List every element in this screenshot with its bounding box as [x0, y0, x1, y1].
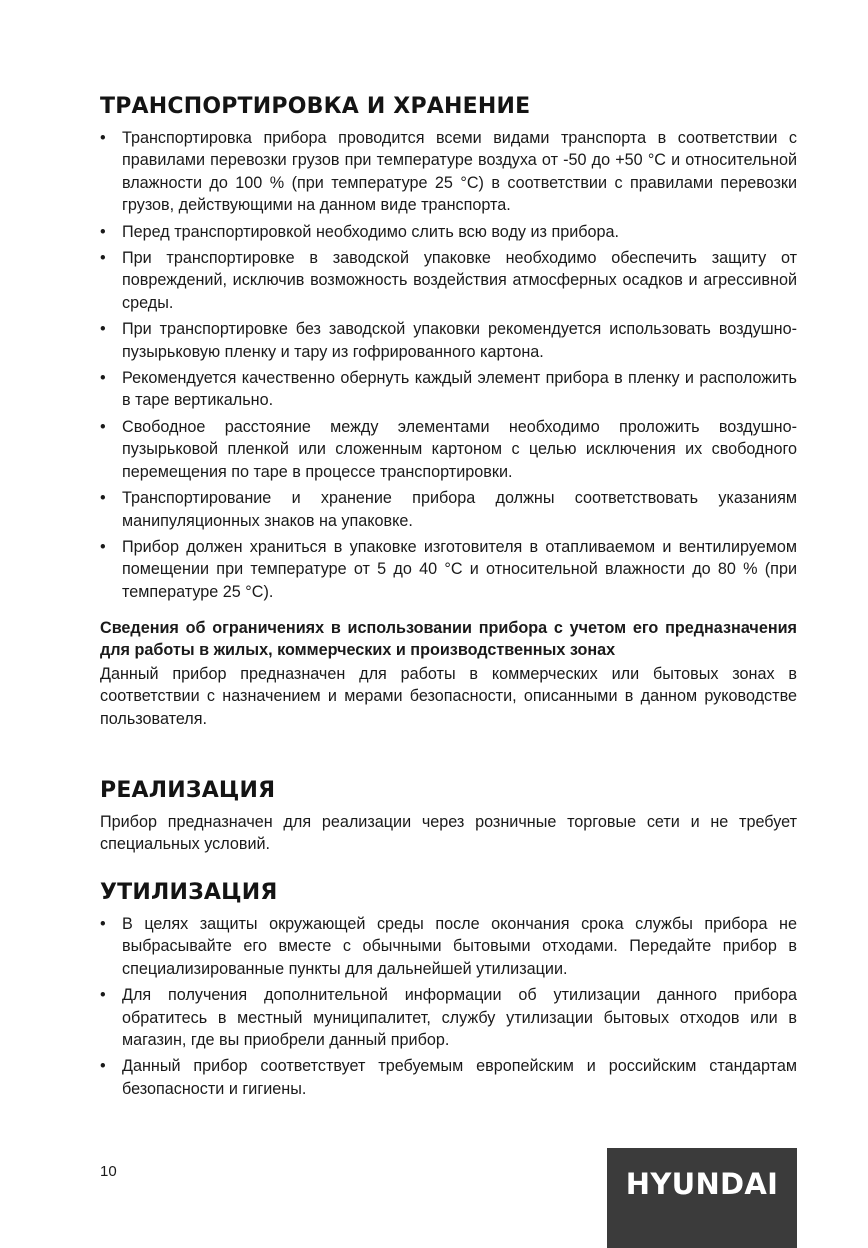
sales-title: РЕАЛИЗАЦИЯ [100, 778, 276, 803]
list-item [100, 913, 797, 980]
transport-section [100, 93, 797, 607]
brand-logo [607, 1148, 797, 1248]
transport-list [100, 127, 797, 603]
bullet-icon: • [100, 537, 106, 556]
list-item [100, 127, 797, 217]
list-item-text: Перед транспортировкой необходимо слить всю воду из прибора. [122, 222, 620, 241]
restrictions-heading: Сведения об ограничениях в использовании прибора с учетом его предназначения для работы в жилых, коммерческих и производственных зонах [100, 619, 797, 659]
list-item-text: Для получения дополнительной информации об утилизации данного прибора обратитесь в местный муниципалитет, службу утилизации бытовых отходов или в магазин, где вы приобрели данный прибор. [122, 986, 797, 1050]
bullet-icon: • [100, 320, 106, 339]
list-item [100, 487, 797, 532]
disposal-list [100, 913, 797, 1100]
bullet-icon: • [100, 489, 106, 508]
list-item [100, 247, 797, 314]
restrictions-text: Данный прибор предназначен для работы в коммерческих или бытовых зонах в соответствии с назначением и мерами безопасности, описанными в данном руководстве пользователя. [100, 665, 797, 728]
list-item-text: В целях защиты окружающей среды после окончания срока службы прибора не выбрасывайте его вместе с обычными бытовыми отходами. Передайте прибор в специализированные пункты для дальнейшей утилизации. [122, 915, 797, 978]
bullet-icon: • [100, 369, 106, 388]
sales-text: Прибор предназначен для реализации через розничные торговые сети и не требует специальных условий. [100, 813, 797, 854]
bullet-icon: • [100, 222, 106, 241]
disposal-section [100, 879, 797, 1104]
list-item [100, 416, 797, 483]
disposal-title: УТИЛИЗАЦИЯ [100, 880, 278, 905]
bullet-icon: • [100, 129, 106, 147]
list-item [100, 367, 797, 412]
list-item-text: При транспортировке без заводской упаковки рекомендуется использовать воздушно-пузырьковую пленку и тару из гофрированного картона. [122, 320, 797, 361]
list-item-text: Транспортирование и хранение прибора должны соответствовать указаниям манипуляционных знаков на упаковке. [122, 489, 797, 530]
list-item-text: Транспортировка прибора проводится всеми видами транспорта в соответствии с правилами перевозки грузов при температуре воздуха от -50 до +50 °С и относительной влажности до 100 % (при температуре 25 °С) в соответствии с правилами перевозки грузов, действующими на данном виде транспорта. [122, 129, 797, 215]
list-item-text: При транспортировке в заводской упаковке необходимо обеспечить защиту от повреждений, исключив возможность воздействия атмосферных осадков и агрессивной среды. [122, 249, 797, 312]
bullet-icon: • [100, 986, 106, 1005]
page-number: 10 [100, 1163, 117, 1180]
bullet-icon: • [100, 249, 106, 268]
transport-title: ТРАНСПОРТИРОВКА И ХРАНЕНИЕ [100, 94, 531, 119]
sales-section [100, 777, 797, 856]
list-item-text: Данный прибор соответствует требуемым европейским и российским стандартам безопасности и гигиены. [122, 1057, 797, 1098]
list-item [100, 1055, 797, 1100]
bullet-icon: • [100, 915, 106, 933]
list-item [100, 221, 797, 243]
list-item [100, 318, 797, 363]
restrictions-section [100, 618, 797, 730]
list-item [100, 984, 797, 1051]
list-item-text: Рекомендуется качественно обернуть каждый элемент прибора в пленку и расположить в таре вертикально. [122, 369, 797, 410]
brand-logo-text: HYUNDAI [625, 1167, 779, 1201]
bullet-icon: • [100, 417, 106, 436]
bullet-icon: • [100, 1057, 106, 1076]
list-item [100, 536, 797, 603]
list-item-text: Свободное расстояние между элементами необходимо проложить воздушно-пузырьковой пленкой или сложенным картоном с целью исключения их свободного перемещения по таре в процессе транспортировки. [122, 417, 797, 481]
list-item-text: Прибор должен храниться в упаковке изготовителя в отапливаемом и вентилируемом помещении при температуре от 5 до 40 °С и относительной влажности до 80 % (при температуре 25 °С). [122, 537, 797, 601]
